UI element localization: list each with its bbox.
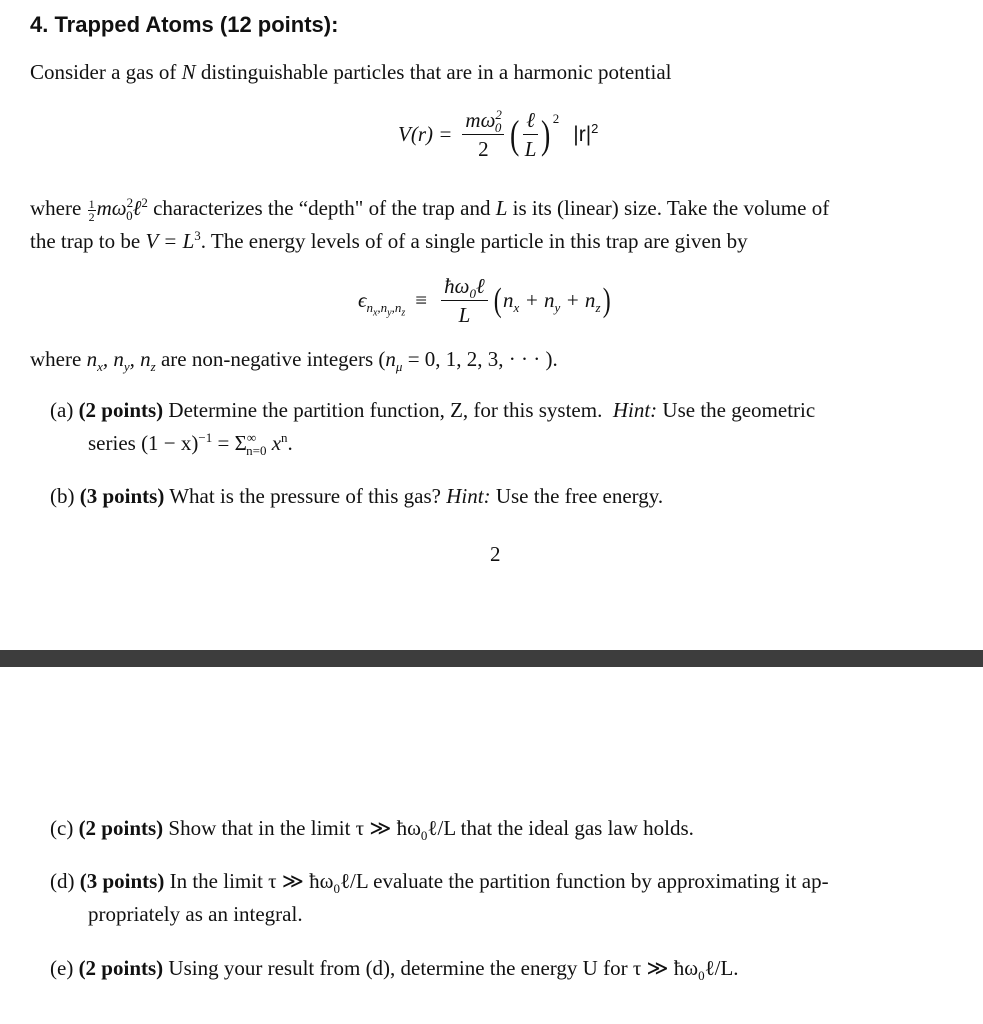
- energy-levels-equation: $\epsilon_{n_x,n_y,n_z}$ ≡ $\frac{ħ\omega_0\ell}{L}$ ( $n_x + n_y + n_z$ ): [358, 274, 611, 327]
- question-c: (c) (2 points) Show that in the limit τ ≫ $ħ\omega_0\ell/L$ that the ideal gas law holds.: [50, 816, 694, 844]
- problem-heading: 4. Trapped Atoms (12 points):: [30, 12, 339, 37]
- intro-paragraph: Consider a gas of N distinguishable particles that are in a harmonic potential: [30, 60, 672, 84]
- page-number: 2: [490, 542, 501, 566]
- potential-equation: V(r) = $\frac{m\omega^2_0}{2}$ ( $\frac{\text{ℓ}}{L}$ ) $^2$ $|r|^2$: [398, 107, 599, 161]
- question-a: (a) (2 points) Determine the partition function, Z, for this system. Hint: Use the geometric series $(1 - x)^{-1} = \Sigma^\infty_{n=0}$ $x^n$.: [50, 398, 816, 459]
- question-d: (d) (3 points) In the limit τ ≫ $ħ\omega_0\ell/L$ evaluate the partition function by approximating it ap- propriately as an integral.: [50, 869, 829, 926]
- question-b: (b) (3 points) What is the pressure of this gas? Hint: Use the free energy.: [50, 484, 664, 508]
- depth-paragraph: where $\frac{1}{2}$ $m\omega^2_0\ell^2$ characterizes the “depth" of the trap and L is its (linear) size. Take the volume of the trap to be $V = L^3$. The energy levels of of a single particle in this trap are given by: [30, 195, 830, 253]
- page-divider: [0, 650, 983, 667]
- question-e: (e) (2 points) Using your result from (d), determine the energy U for τ ≫ $ħ\omega_0\ell/L$.: [50, 956, 739, 984]
- quantum-numbers-paragraph: where $n_x$, $n_y$, $n_z$ are non-negative integers ($n_\mu = 0$, 1, 2, 3, · · · ).: [30, 347, 558, 375]
